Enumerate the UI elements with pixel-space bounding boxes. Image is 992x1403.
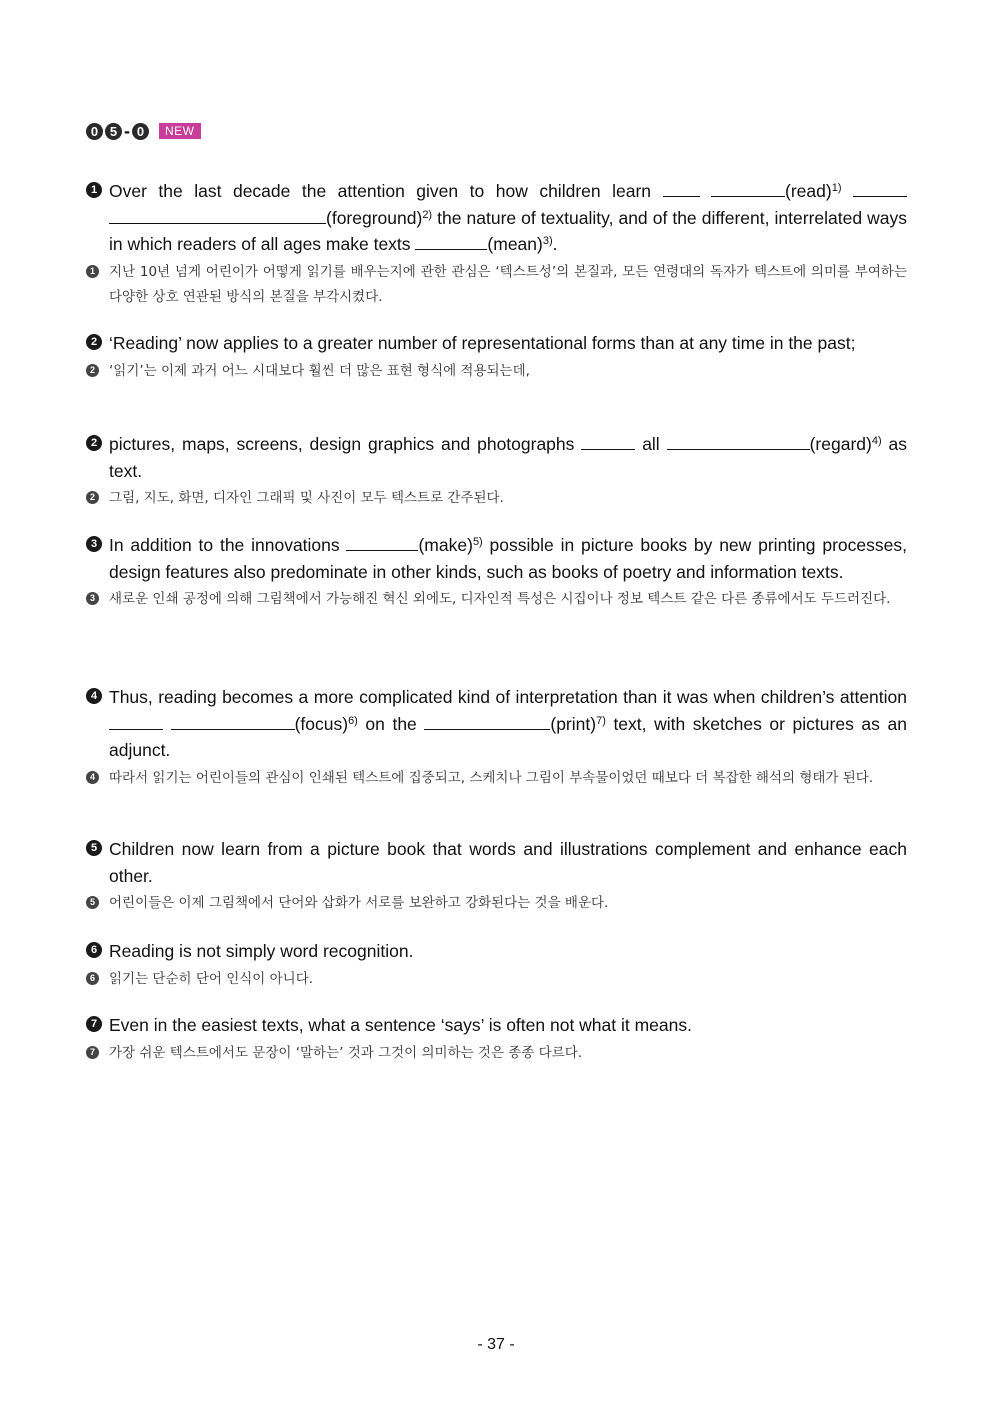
english-text: 1 Over the last decade the attention given to how children learn (read)$^{1)}$ (foreground)$^{2)}$ the nature of textuality, and of the different, interrelated ways in which readers of all ages make texts (mean)$^{3)}$. xyxy=(86,178,907,258)
answer-blank[interactable] xyxy=(171,713,295,730)
english-text: 2 ‘Reading’ now applies to a greater number of representational forms than at any time in the past; xyxy=(86,330,907,357)
hint-word: (foreground) xyxy=(326,207,423,228)
sentence-number: 2 xyxy=(86,491,99,504)
answer-blank[interactable] xyxy=(667,433,810,450)
sentence-number: 2 xyxy=(86,364,99,377)
korean-translation: 4 따라서 읽기는 어린이들의 관심이 인쇄된 텍스트에 집중되고, 스케치나 그림이 부속물이었던 때보다 더 복잡한 해석의 형태가 된다. xyxy=(86,766,907,791)
code-digit-3: 0 xyxy=(132,123,149,140)
answer-blank[interactable] xyxy=(424,713,550,730)
page-number: - 37 - xyxy=(477,1336,515,1353)
sentence-number: 4 xyxy=(86,688,102,704)
korean-translation: 2 ‘읽기’는 이제 과거 어느 시대보다 훨씬 더 많은 표현 형식에 적용되는데, xyxy=(86,359,907,384)
code-digit-1: 0 xyxy=(86,123,103,140)
sentence-number: 5 xyxy=(86,896,99,909)
sentence-number: 2 xyxy=(86,435,102,451)
blank-number: 7) xyxy=(596,714,606,727)
korean-translation: 3 새로운 인쇄 공정에 의해 그림책에서 가능해진 혁신 외에도, 디자인적 특성은 시집이나 정보 텍스트 같은 다른 종류에서도 두드러진다. xyxy=(86,587,907,612)
sentence-number: 5 xyxy=(86,840,102,856)
korean-translation: 2 그림, 지도, 화면, 디자인 그래픽 및 사진이 모두 텍스트로 간주된다. xyxy=(86,486,907,511)
hint-word: (print) xyxy=(550,713,597,734)
english-text: 6 Reading is not simply word recognition. xyxy=(86,938,907,965)
blank-number: 4) xyxy=(871,435,882,447)
sentence-number: 3 xyxy=(86,592,99,605)
hint-word: (make) xyxy=(418,535,473,555)
korean-translation: 5 어린이들은 이제 그림책에서 단어와 삽화가 서로를 보완하고 강화된다는 것을 배운다. xyxy=(86,891,907,916)
sentence-3 xyxy=(86,532,907,612)
english-text: 4 Thus, reading becomes a more complicated kind of interpretation than it was when children’s attention (focus)$^{6)}$ on the (print)$^{7)}$ text, with sketches or pictures as an adjunct. xyxy=(86,684,907,764)
english-text: 2 pictures, maps, screens, design graphics and photographs all (regard)$^{4)}$ as text. xyxy=(86,431,907,484)
hint-word: (focus) xyxy=(294,713,349,734)
sentence-5 xyxy=(86,836,907,916)
sentence-number: 6 xyxy=(86,972,99,985)
sentence-number: 2 xyxy=(86,334,102,350)
answer-blank[interactable] xyxy=(711,180,785,197)
answer-blank[interactable] xyxy=(853,180,907,197)
sentence-number: 7 xyxy=(86,1046,99,1059)
english-text: 3 In addition to the innovations (make)$^{5)}$ possible in picture books by new printing processes, design features also predominate in other kinds, such as books of poetry and information texts. xyxy=(86,532,907,585)
english-text: 7 Even in the easiest texts, what a sentence ‘says’ is often not what it means. xyxy=(86,1012,907,1039)
sentence-number: 7 xyxy=(86,1016,102,1032)
sentence-number: 6 xyxy=(86,942,102,958)
korean-translation: 1 지난 10년 넘게 어린이가 어떻게 읽기를 배우는지에 관한 관심은 ‘텍스트성’의 본질과, 모든 연령대의 독자가 텍스트에 의미를 부여하는 다양한 상호 연관된 방식의 본질을 부각시켰다. xyxy=(86,260,907,310)
sentence-number: 4 xyxy=(86,771,99,784)
answer-blank[interactable] xyxy=(663,180,700,197)
korean-translation: 6 읽기는 단순히 단어 인식이 아니다. xyxy=(86,967,907,992)
blank-number: 6) xyxy=(348,714,358,727)
sentence-2b xyxy=(86,431,907,511)
sentence-number: 1 xyxy=(86,182,102,198)
blank-number: 2) xyxy=(422,208,433,221)
answer-blank[interactable] xyxy=(109,713,163,730)
answer-blank[interactable] xyxy=(415,233,487,250)
hint-word: (regard) xyxy=(809,434,872,454)
sentence-number: 1 xyxy=(86,265,99,278)
blank-number: 1) xyxy=(831,182,842,194)
sentence-6 xyxy=(86,938,907,992)
hint-word: (mean) xyxy=(487,234,543,255)
sentence-1 xyxy=(86,178,907,310)
answer-blank[interactable] xyxy=(346,534,418,551)
new-badge: NEW xyxy=(159,123,201,139)
sentence-number: 3 xyxy=(86,536,102,552)
blank-number: 5) xyxy=(472,536,483,548)
blank-number: 3) xyxy=(542,235,553,248)
code-digit-2: 5 xyxy=(105,123,122,140)
sentence-7 xyxy=(86,1012,907,1066)
korean-translation: 7 가장 쉬운 텍스트에서도 문장이 ‘말하는’ 것과 그것이 의미하는 것은 종종 다르다. xyxy=(86,1041,907,1066)
answer-blank[interactable] xyxy=(581,433,635,450)
answer-blank[interactable] xyxy=(109,207,326,224)
problem-code: 0 5 - 0 NEW xyxy=(86,121,201,141)
sentence-4 xyxy=(86,684,907,791)
hint-word: (read) xyxy=(785,181,832,201)
sentence-2a xyxy=(86,330,907,384)
english-text: 5 Children now learn from a picture book that words and illustrations complement and enhance each other. xyxy=(86,836,907,889)
